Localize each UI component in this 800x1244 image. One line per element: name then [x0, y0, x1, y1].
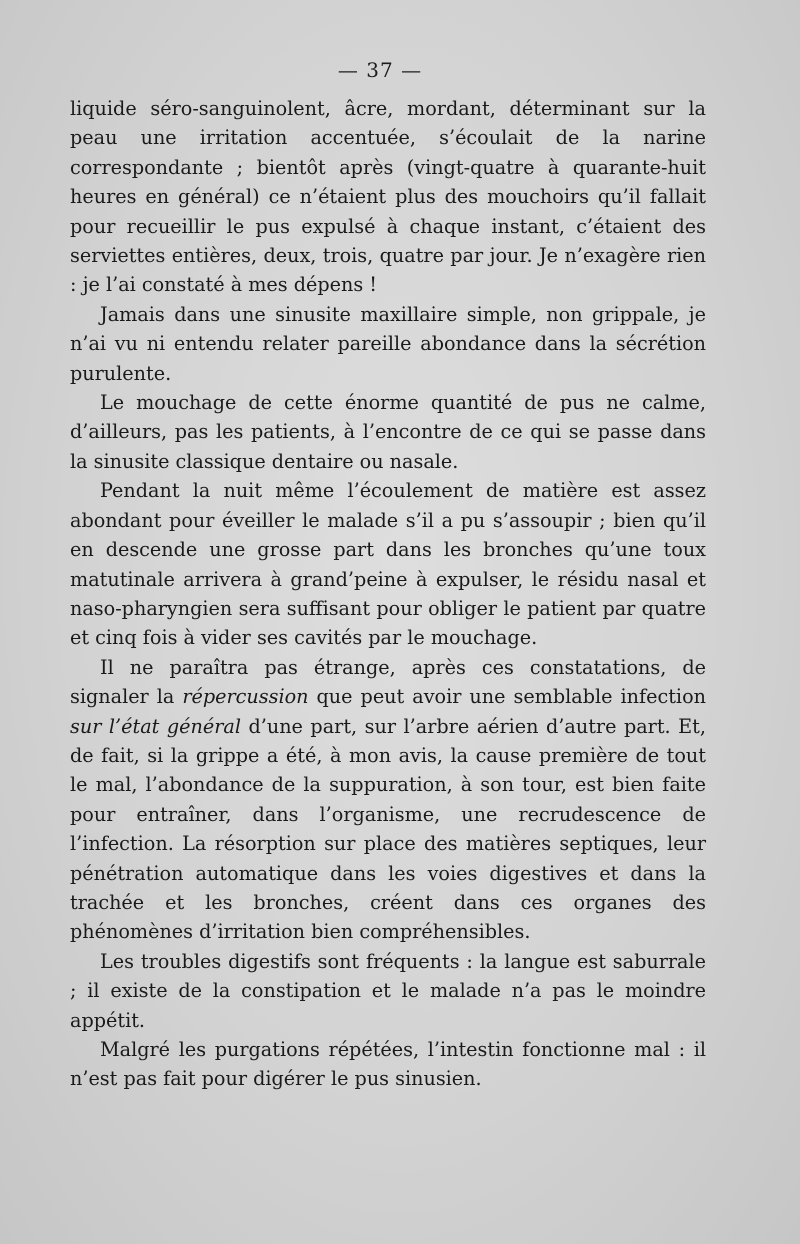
paragraph-5-part-3: d’une part, sur l’arbre aérien d’autre part. Et, de fait, si la grippe a été, à mon avis, la cause première de tout le mal, l’abondance de la suppuration, à son tour, est bien faite pour entraîner, dans l’organisme, une recrudescence de l’infection. La résorption sur place des matières septiques, leur pénétration automatique dans les voies digestives et dans la trachée et les bronches, créent dans ces organes des phénomènes d’irritation bien compréhensibles.: [70, 714, 706, 944]
emphasis-etat-general: sur l’état général: [70, 714, 241, 738]
paragraph-4: Pendant la nuit même l’écoulement de matière est assez abondant pour éveiller le malade s’il a pu s’assoupir ; bien qu’il en descende une grosse part dans les bronches qu’une toux matutinale arrivera à grand’peine à expulser, le résidu nasal et naso-pharyngien sera suffisant pour obliger le patient par quatre et cinq fois à vider ses cavités par le mouchage.: [70, 479, 706, 650]
paragraph-5-part-2: que peut avoir une semblable infection: [308, 685, 706, 709]
paragraph-1: liquide séro-sanguinolent, âcre, mordant, déterminant sur la peau une irritation accentuée, s’écoulait de la narine correspondante ; bientôt après (vingt-quatre à quarante-huit heures en général) ce n’étaient plus des mouchoirs qu’il fallait pour recueillir le pus expulsé à chaque instant, c’étaient des serviettes entières, deux, trois, quatre par jour. Je n’exagère rien : je l’ai constaté à mes dépens !: [70, 97, 706, 297]
paragraph-5: [70, 653, 706, 947]
paragraph-6: Les troubles digestifs sont fréquents : la langue est saburrale ; il existe de la constipation et le malade n’a pas le moindre appétit.: [70, 949, 706, 1032]
emphasis-repercussion: répercussion: [182, 685, 309, 709]
page-number: — 37 —: [337, 58, 423, 82]
paragraph-3: Le mouchage de cette énorme quantité de pus ne calme, d’ailleurs, pas les patients, à l’encontre de ce qui se passe dans la sinusite classique dentaire ou nasale.: [70, 391, 706, 473]
body-text: [70, 94, 706, 1094]
paragraph-5-part-1: Il ne paraîtra pas étrange, après ces constatations, de signaler la: [70, 655, 706, 709]
paragraph-2: Jamais dans une sinusite maxillaire simple, non grippale, je n’ai vu ni entendu relater pareille abondance dans la sécrétion purulente.: [70, 302, 706, 385]
paragraph-7: Malgré les purgations répétées, l’intestin fonctionne mal : il n’est pas fait pour digérer le pus sinusien.: [70, 1038, 706, 1091]
